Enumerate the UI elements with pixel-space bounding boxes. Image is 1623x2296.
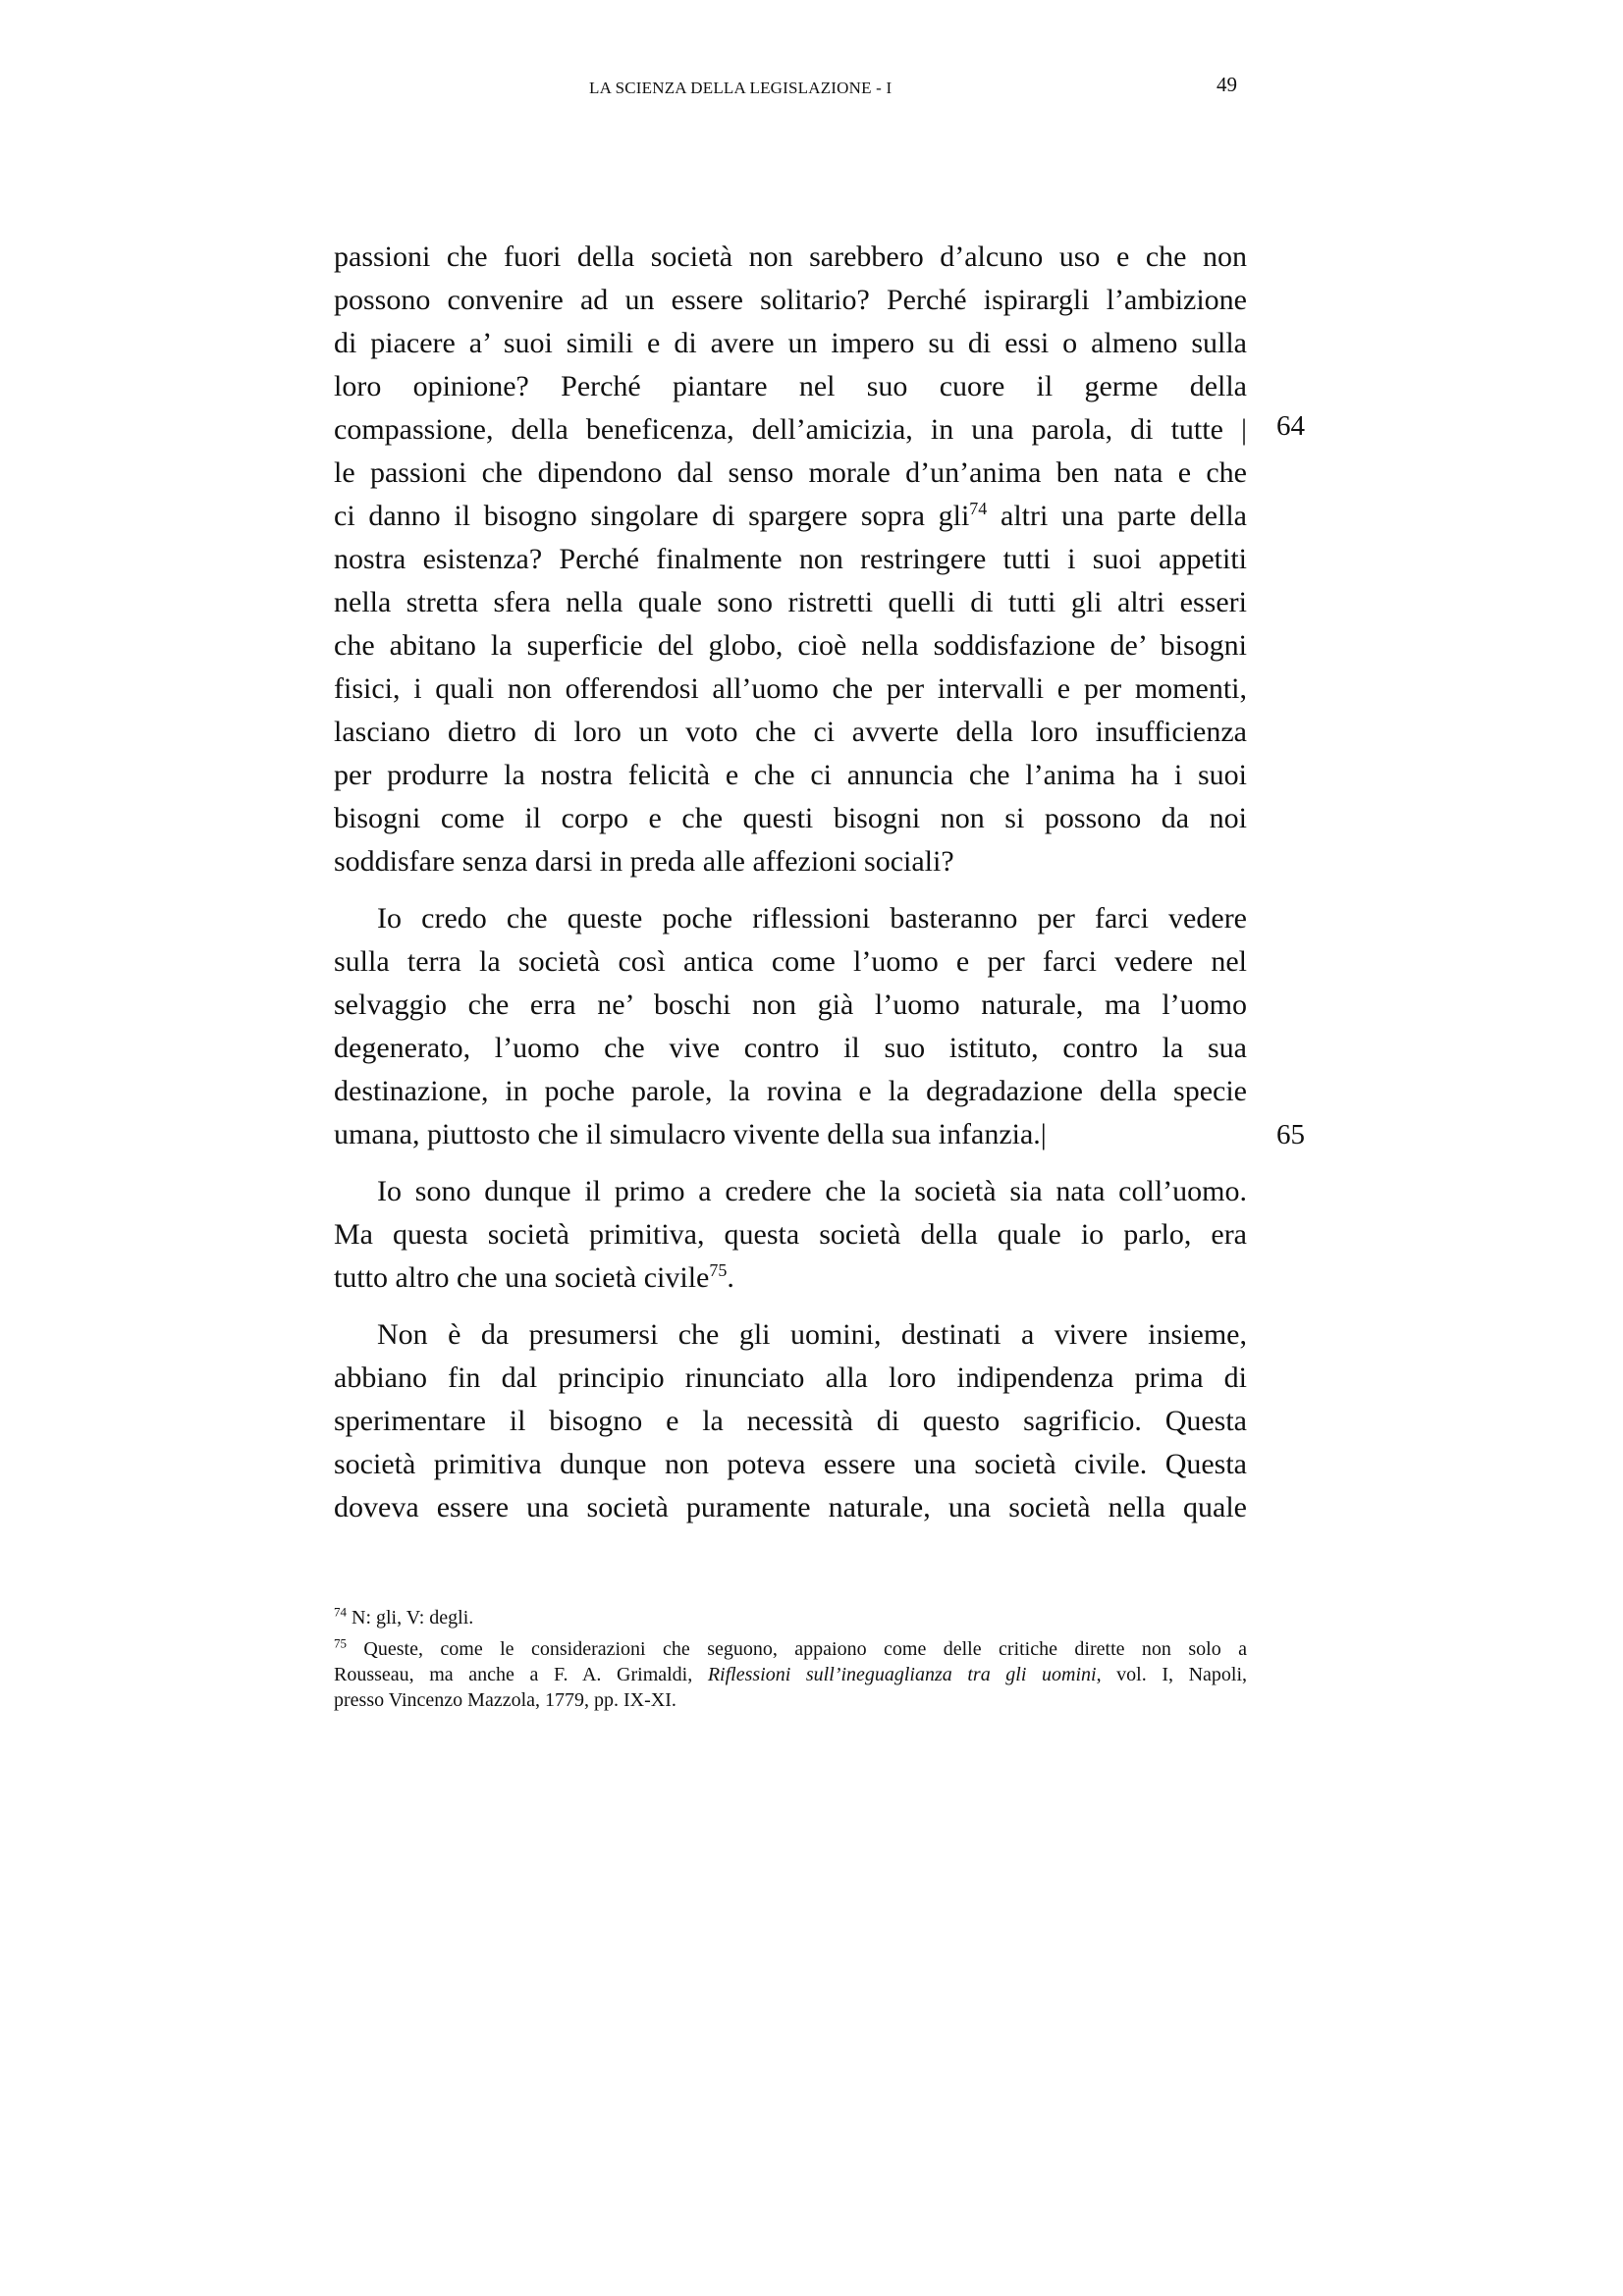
paragraph [334,1313,1247,1529]
text-line: degenerato, l’uomo che vive contro il suo istituto, contro la sua [334,1032,1247,1064]
paragraph [334,897,1247,1156]
text-line: passioni che fuori della società non sarebbero d’alcuno uso e che non [334,240,1247,273]
text-line: fisici, i quali non offerendosi all’uomo che per intervalli e per momenti, [334,672,1247,705]
footnote-ref[interactable]: 75 [709,1260,728,1280]
text-line: Io credo che queste poche riflessioni basteranno per farci vedere [377,902,1247,934]
text-line: sulla terra la società così antica come l’uomo e per farci vedere nel [334,945,1247,978]
text-line: per produrre la nostra felicità e che ci annuncia che l’anima ha i suoi [334,759,1247,791]
footnotes [334,1605,1247,1719]
running-title: LA SCIENZA DELLA LEGISLAZIONE - I [589,79,893,97]
text-line: ci danno il bisogno singolare di spargere sopra gli$^{74}$ altri una parte della [334,499,1247,532]
text-line: Non è da presumersi che gli uomini, destinati a vivere insieme, [377,1318,1247,1351]
footnote-text: N: gli, V: degli. [347,1607,474,1629]
text-line: di piacere a’ suoi simili e di avere un impero su di essi o almeno sulla [334,327,1247,359]
text-line: doveva essere una società puramente naturale, una società nella quale [334,1491,1247,1523]
page-number: 49 [1217,73,1237,96]
footnote-ref[interactable]: 74 [969,499,988,518]
text-line: Ma questa società primitiva, questa società della quale io parlo, era [334,1218,1247,1251]
text-line: destinazione, in poche parole, la rovina e la degradazione della specie [334,1075,1247,1107]
margin-page-number: 65 [1276,1119,1305,1150]
text-line: le passioni che dipendono dal senso morale d’un’anima ben nata e che [334,456,1247,489]
footnote-mark: 74 [334,1604,347,1620]
text-line: società primitiva dunque non poteva essere una società civile. Questa [334,1448,1247,1480]
text-line: soddisfare senza darsi in preda alle affezioni sociali? [334,845,954,878]
text-line: abbiano fin dal principio rinunciato alla loro indipendenza prima di [334,1362,1247,1394]
text-line: che abitano la superficie del globo, cioè nella soddisfazione de’ bisogni [334,629,1247,662]
text-line: loro opinione? Perché piantare nel suo cuore il germe della [334,370,1247,402]
body-text [334,236,1247,1529]
paragraph [334,1170,1247,1300]
running-header [334,73,1247,108]
footnote-mark: 75 [334,1635,347,1651]
text-line: tutto altro che una società civile$^{75}$. [334,1260,734,1294]
footnote-75 [334,1636,1247,1713]
text-line: lasciano dietro di loro un voto che ci avverte della loro insufficienza [334,716,1247,748]
book-title: Riflessioni sull’ineguaglianza tra gli uomini [707,1664,1097,1685]
text-line: possono convenire ad un essere solitario? Perché ispirargli l’ambizione [334,284,1247,316]
text-line: bisogni come il corpo e che questi bisogni non si possono da noi [334,802,1247,834]
text-line: umana, piuttosto che il simulacro vivente della sua infanzia.| [334,1118,1047,1150]
text-line: selvaggio che erra ne’ boschi non già l’uomo naturale, ma l’uomo [334,988,1247,1021]
text-line: sperimentare il bisogno e la necessità di questo sagrificio. Questa [334,1405,1247,1437]
text-line: nostra esistenza? Perché finalmente non restringere tutti i suoi appetiti [334,543,1247,575]
text-line: Io sono dunque il primo a credere che la società sia nata coll’uomo. [377,1175,1247,1207]
text-line: compassione, della beneficenza, dell’amicizia, in una parola, di tutte | [334,413,1247,446]
footnote-line: $^{75}$ Queste, come le considerazioni che seguono, appaiono come delle critiche dirette non solo a [334,1635,1247,1660]
footnote-line: Rousseau, ma anche a F. A. Grimaldi, Riflessioni sull’ineguaglianza tra gli uomini, vol. I, Napoli, [334,1664,1248,1685]
paragraph [334,236,1247,883]
footnote-line: presso Vincenzo Mazzola, 1779, pp. IX-XI. [334,1689,676,1711]
footnote-74 [334,1605,1247,1630]
margin-page-number: 64 [1276,410,1305,442]
text-line: nella stretta sfera nella quale sono ristretti quelli di tutti gli altri esseri [334,586,1247,618]
